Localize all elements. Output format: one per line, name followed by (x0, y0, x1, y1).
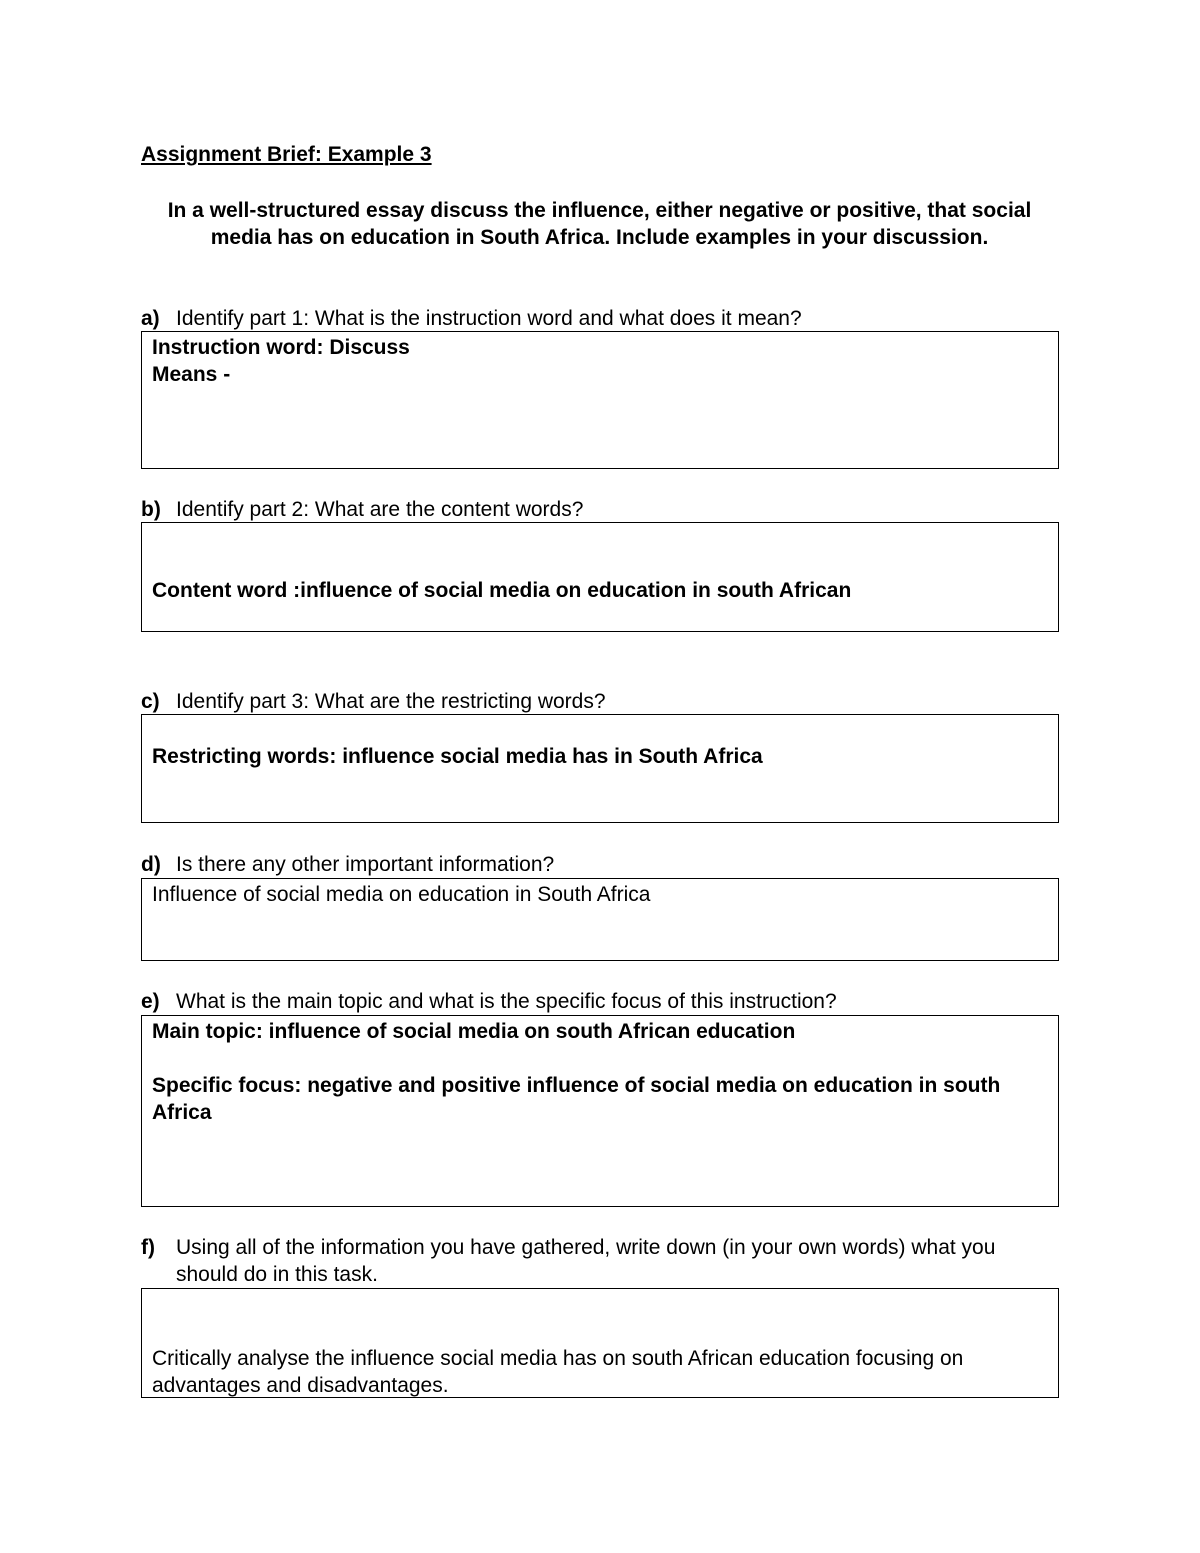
answer-text: Critically analyse the influence social media has on south African education focusing on advantages and disadvantages. (152, 1347, 964, 1397)
answer-box-b[interactable] (141, 522, 1059, 632)
answer-text: Influence of social media on education in South Africa (152, 883, 651, 906)
answer-text: Content word :influence of social media on education in south African (152, 579, 852, 602)
question-prompt: Using all of the information you have gathered, write down (in your own words) what you should do in this task. (176, 1236, 996, 1286)
answer-box-d[interactable] (141, 878, 1059, 961)
assignment-brief: In a well-structured essay discuss the influence, either negative or positive, that social media has on education in South Africa. Include examples in your discussion. (167, 199, 1032, 249)
question-f (141, 1234, 1058, 1288)
question-letter: b) (141, 498, 161, 521)
answer-main-topic: Main topic: influence of social media on south African education (152, 1020, 796, 1043)
answer-box-f[interactable] (141, 1288, 1059, 1398)
answer-box-a[interactable] (141, 331, 1059, 469)
page-title: Assignment Brief: Example 3 (141, 143, 432, 166)
answer-text: Restricting words: influence social media has in South Africa (152, 745, 763, 768)
question-letter: d) (141, 853, 161, 876)
question-e (141, 988, 1058, 1015)
question-prompt: Identify part 3: What are the restricting words? (176, 690, 606, 713)
question-c (141, 688, 1058, 715)
answer-box-e[interactable] (141, 1015, 1059, 1207)
question-letter: e) (141, 990, 160, 1013)
question-prompt: Identify part 1: What is the instruction word and what does it mean? (176, 307, 802, 330)
answer-text: Means - (152, 363, 231, 386)
question-a (141, 305, 1058, 332)
answer-box-c[interactable] (141, 714, 1059, 823)
question-prompt: Is there any other important information? (176, 853, 555, 876)
question-letter: c) (141, 690, 160, 713)
question-letter: a) (141, 307, 160, 330)
answer-specific-focus: Specific focus: negative and positive influence of social media on education in south Africa (152, 1074, 1001, 1124)
answer-text: Instruction word: Discuss (152, 336, 410, 359)
question-prompt: Identify part 2: What are the content words? (176, 498, 584, 521)
question-b (141, 496, 1058, 523)
question-letter: f) (141, 1236, 155, 1259)
question-d (141, 851, 1058, 878)
question-prompt: What is the main topic and what is the specific focus of this instruction? (176, 990, 837, 1013)
